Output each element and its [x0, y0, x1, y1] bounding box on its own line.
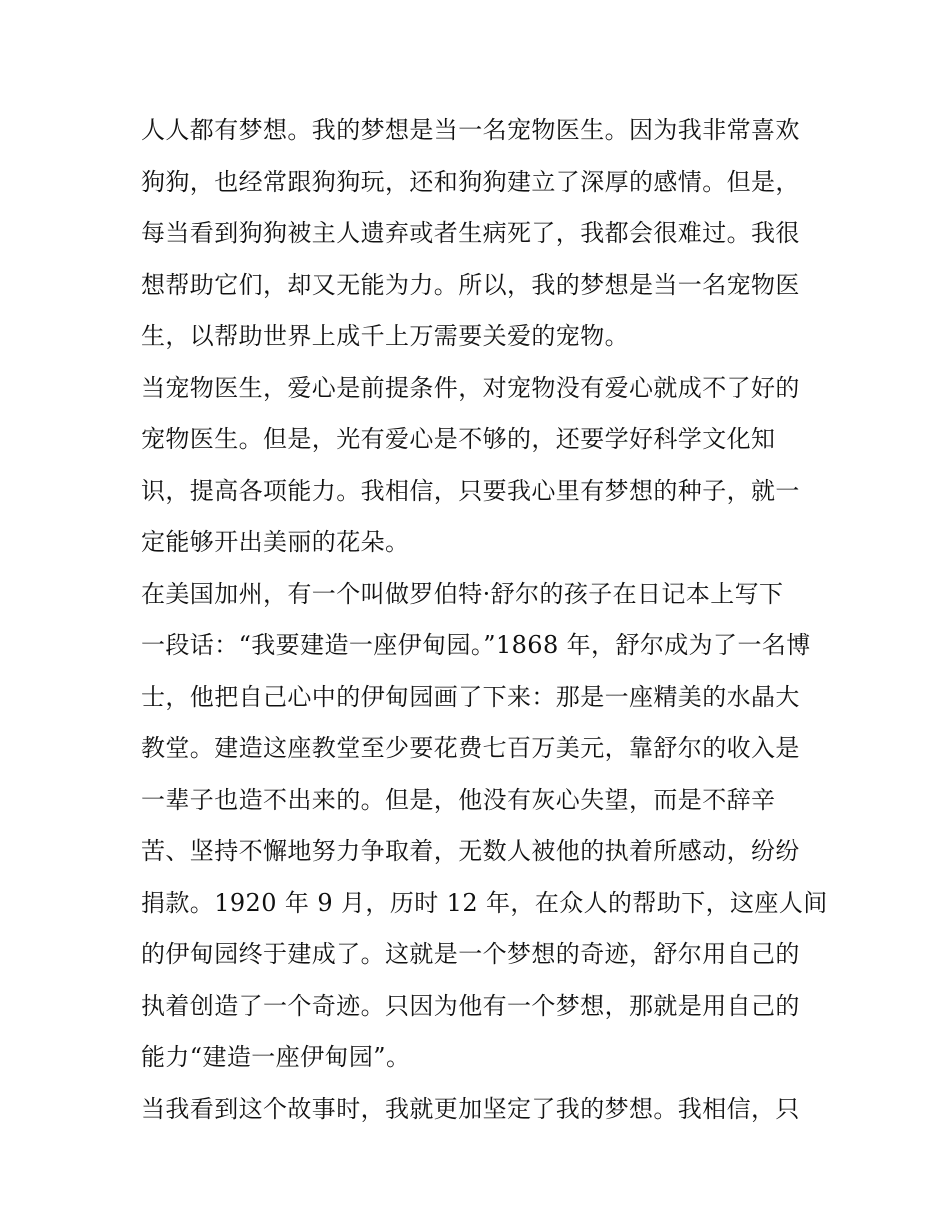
text-line: 宠物医生。但是，光有爱心是不够的，还要学好科学文化知 [141, 425, 776, 453]
text-line: 一段话：“我要建造一座伊甸园。”1868 年，舒尔成为了一名博 [141, 631, 811, 659]
text-line: 士，他把自己心中的伊甸园画了下来：那是一座精美的水晶大 [141, 682, 800, 711]
text-line: 定能够开出美丽的花朵。 [141, 528, 410, 556]
text-line: 每当看到狗狗被主人遗弃或者生病死了，我都会很难过。我很 [141, 219, 800, 247]
text-line: 教堂。建造这座教堂至少要花费七百万美元，靠舒尔的收入是 [141, 734, 800, 762]
text-line: 人人都有梦想。我的梦想是当一名宠物医生。因为我非常喜欢 [141, 116, 800, 144]
document-page [141, 105, 828, 1135]
text-line: 想帮助它们，却又无能为力。所以，我的梦想是当一名宠物医 [141, 270, 800, 299]
paragraph-2 [141, 363, 813, 569]
text-line: 的伊甸园终于建成了。这就是一个梦想的奇迹，舒尔用自己的 [141, 940, 800, 968]
text-line: 苦、坚持不懈地努力争取着，无数人被他的执着所感动，纷纷 [141, 837, 800, 865]
text-line: 当宠物医生，爱心是前提条件，对宠物没有爱心就成不了好的 [141, 373, 800, 402]
text-line: 生，以帮助世界上成千上万需要关爱的宠物。 [141, 322, 629, 350]
text-line: 执着创造了一个奇迹。只因为他有一个梦想，那就是用自己的 [141, 991, 800, 1020]
text-line: 识，提高各项能力。我相信，只要我心里有梦想的种子，就一 [141, 476, 800, 505]
paragraph-1 [141, 105, 813, 363]
text-line: 一辈子也造不出来的。但是，他没有灰心失望，而是不辞辛 [141, 785, 776, 814]
text-line: 当我看到这个故事时，我就更加坚定了我的梦想。我相信，只 [141, 1094, 800, 1123]
text-line: 狗狗，也经常跟狗狗玩，还和狗狗建立了深厚的感情。但是， [141, 167, 800, 196]
text-line: 能力“建造一座伊甸园”。 [141, 1043, 411, 1071]
paragraph-3 [141, 569, 828, 1084]
text-line: 捐款。1920 年 9 月，历时 12 年，在众人的帮助下，这座人间 [141, 888, 828, 917]
paragraph-4 [141, 1084, 813, 1136]
text-line: 在美国加州，有一个叫做罗伯特·舒尔的孩子在日记本上写下 [141, 579, 784, 608]
